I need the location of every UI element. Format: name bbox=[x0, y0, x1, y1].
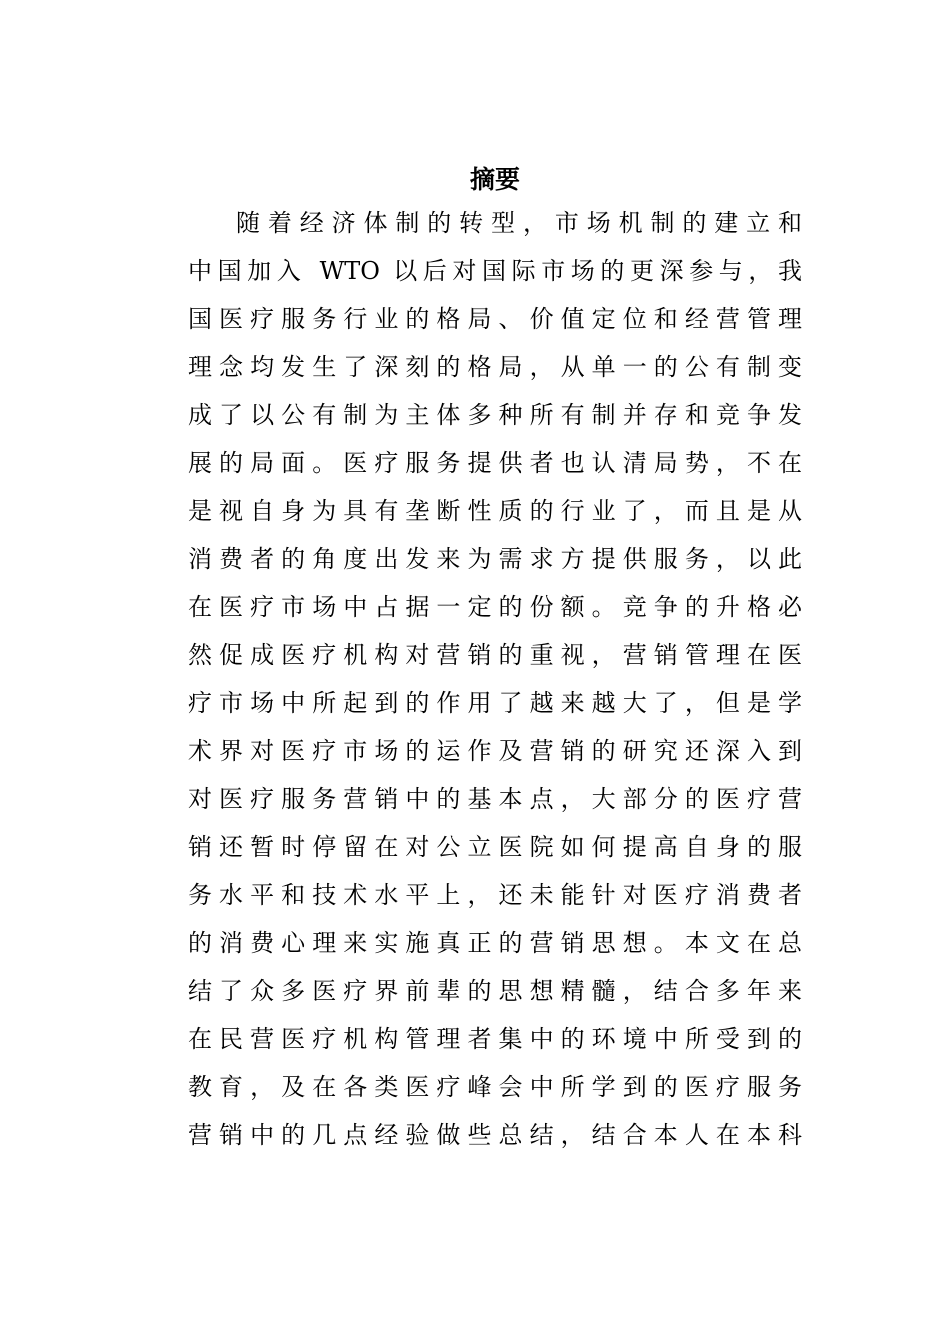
paragraph-line: 销还暂时停留在对公立医院如何提高自身的服 bbox=[188, 833, 802, 861]
paragraph-line: 对医疗服务营销中的基本点，大部分的医疗营 bbox=[188, 785, 802, 813]
paragraph-line: 务水平和技术水平上，还未能针对医疗消费者 bbox=[188, 881, 802, 909]
paragraph-line: 疗市场中所起到的作用了越来越大了，但是学 bbox=[188, 689, 802, 717]
paragraph-line: 是视自身为具有垄断性质的行业了，而且是从 bbox=[188, 497, 802, 525]
paragraph-line: 中国加入 WTO 以后对国际市场的更深参与，我 bbox=[188, 257, 802, 285]
paragraph-line: 然促成医疗机构对营销的重视，营销管理在医 bbox=[188, 641, 802, 669]
paragraph-line: 随着经济体制的转型，市场机制的建立和 bbox=[236, 209, 802, 237]
paragraph-line: 成了以公有制为主体多种所有制并存和竞争发 bbox=[188, 401, 802, 429]
paragraph-line: 理念均发生了深刻的格局，从单一的公有制变 bbox=[188, 353, 802, 381]
paragraph-line: 在民营医疗机构管理者集中的环境中所受到的 bbox=[188, 1025, 802, 1053]
paragraph-line: 展的局面。医疗服务提供者也认清局势，不在 bbox=[188, 449, 802, 477]
paragraph-line: 营销中的几点经验做些总结，结合本人在本科 bbox=[188, 1121, 802, 1149]
paragraph-line: 国医疗服务行业的格局、价值定位和经营管理 bbox=[188, 305, 802, 333]
abstract-title: 摘要 bbox=[469, 165, 520, 194]
paragraph-line: 教育，及在各类医疗峰会中所学到的医疗服务 bbox=[188, 1073, 802, 1101]
paragraph-line: 术界对医疗市场的运作及营销的研究还深入到 bbox=[188, 737, 802, 765]
paragraph-line: 的消费心理来实施真正的营销思想。本文在总 bbox=[188, 929, 802, 957]
paragraph-line: 在医疗市场中占据一定的份额。竞争的升格必 bbox=[188, 593, 802, 621]
paragraph-line: 结了众多医疗界前辈的思想精髓，结合多年来 bbox=[188, 977, 802, 1005]
paragraph-line: 消费者的角度出发来为需求方提供服务，以此 bbox=[188, 545, 802, 573]
